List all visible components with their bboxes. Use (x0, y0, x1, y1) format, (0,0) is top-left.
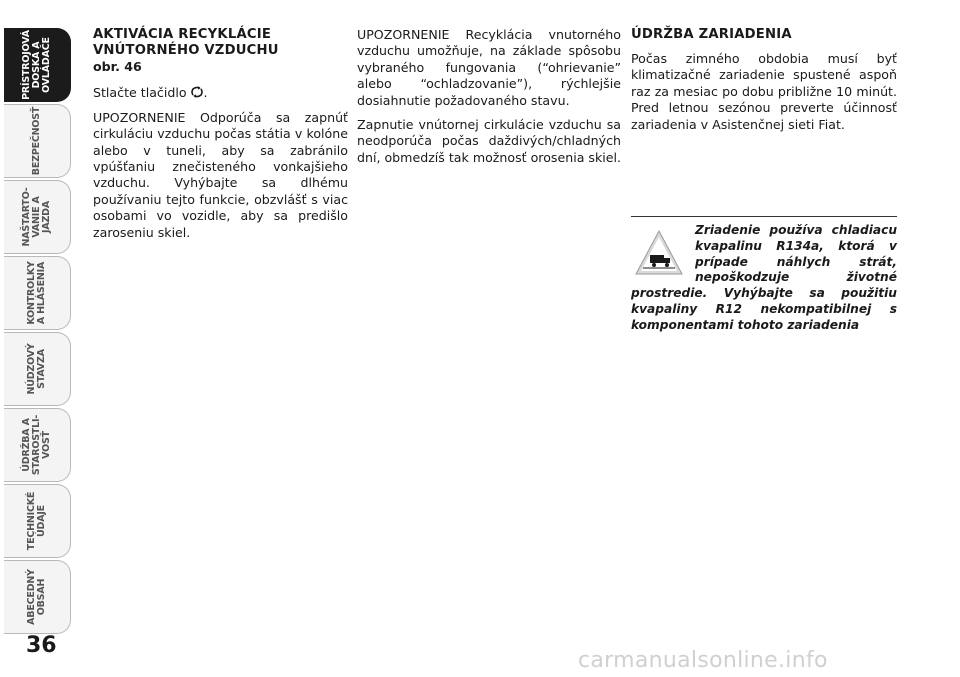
tab-kontrolky[interactable] (4, 256, 71, 330)
recirculation-icon (190, 85, 204, 99)
tab-nudzovy-stav[interactable] (4, 332, 71, 406)
section-heading-recirculation: AKTIVÁCIA RECYKLÁCIE VNÚTORNÉHO VZDUCHU (93, 27, 279, 58)
environment-warning-box (631, 216, 897, 334)
tab-technicke-udaje[interactable] (4, 484, 71, 558)
instruction-label: Stlačte tlačidlo (93, 85, 187, 101)
note-paragraph-2: Zapnutie vnútornej cirkulácie vzduchu sa neodporúča počas daždivých/chladných dní, obmedzíš tak možnosť orosenia skiel. (357, 117, 622, 165)
maintenance-paragraph: Počas zimného obdobia musí byť klimatizačné zariadenie spustené aspoň raz za mesiac po dobu približne 10 minút. Pred letnou sezónou preverte účinnosť zariadenia v Asistenčnej sieti Fiat. (631, 51, 897, 132)
tab-label: ÚDRŽBA A STAROSTLI- VOSŤ (21, 414, 52, 476)
column-maintenance (631, 27, 897, 141)
page-number: 36 (26, 633, 57, 658)
tab-label: NÚDZOVÝ STAVZA (26, 343, 47, 395)
note-paragraph-1: UPOZORNENIE Recyklácia vnutorného vzduchu umožňuje, na základe spôsobu vybraného fungovania (“ohrievanie” alebo “ochladzovanie”), rýchlejšie dosiahnutie požadovaného stavu. (357, 27, 621, 108)
tab-label: TECHNICKÉ ÚDAJE (26, 491, 47, 551)
instruction-end: . (203, 85, 208, 101)
column-recirculation (93, 27, 348, 249)
column-notes (357, 27, 621, 174)
instruction-text (93, 85, 348, 101)
tab-label: PRÍSTROJOVÁ DOSKA A OVLÁDAČE (21, 30, 52, 100)
tab-udrzba[interactable] (4, 408, 71, 482)
tab-abecedny-obsah[interactable] (4, 560, 71, 634)
tab-label: ABECEDNÝ OBSAH (26, 569, 47, 625)
tab-pristrojova-doska[interactable] (4, 28, 71, 102)
tab-label: NAŠTARTO- VANIE A JAZDA (21, 187, 52, 247)
tab-nastartovanie[interactable] (4, 180, 71, 254)
tab-bezpecnost[interactable] (4, 104, 71, 178)
tab-label: BEZPEČNOSŤ (31, 106, 42, 176)
watermark: carmanualsonline.info (578, 648, 828, 673)
section-heading-maintenance: ÚDRŽBA ZARIADENIA (631, 27, 792, 42)
environment-warning-text: Zriadenie používa chladiacu kvapalinu R134a, ktorá v prípade náhlych strát, nepoškodzuje životné prostredie. Vyhýbajte sa použitiu kvapaliny R12 nekompatibilnej s komponentami tohoto zariadenia (631, 223, 897, 332)
tab-label: KONTROLKY A HLÁSENIA (26, 261, 47, 325)
figure-reference: obr. 46 (93, 59, 142, 74)
environment-warning-icon (633, 227, 685, 279)
recirculation-note: UPOZORNENIE Odporúča sa zapnúť cirkuláciu vzduchu počas státia v kolóne alebo v tuneli, aby sa zabránilo vpúšťaniu znečisteného vonkajšieho vzduchu. Vyhýbajte sa dlhému používaniu tejto funkcie, obzvlášť s viac osobami vo vozidle, aby sa predišlo zaroseniu skiel. (93, 109, 348, 240)
